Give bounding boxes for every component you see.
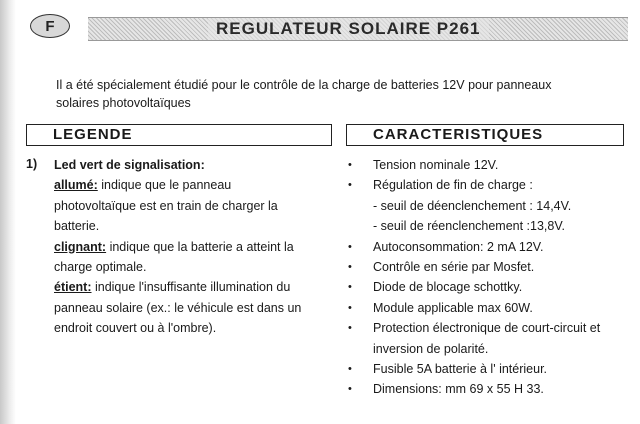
page-edge-shadow bbox=[0, 0, 16, 424]
caracteristique-item: • Protection électronique de court-circuit et bbox=[346, 318, 626, 338]
caracteristique-item: • Tension nominale 12V. bbox=[346, 155, 626, 175]
intro-paragraph bbox=[56, 76, 596, 112]
caracteristique-item: • Contrôle en série par Mosfet. bbox=[346, 257, 626, 277]
legend-text: indique que le panneau bbox=[97, 178, 232, 193]
legend-line bbox=[54, 298, 324, 318]
caracteristique-item: • Dimensions: mm 69 x 55 H 33. bbox=[346, 379, 626, 399]
page-title: REGULATEUR SOLAIRE P261 bbox=[208, 18, 489, 40]
legend-line bbox=[54, 318, 324, 338]
legend-term: clignant: bbox=[54, 239, 107, 254]
legende-section-header: LEGENDE bbox=[26, 124, 332, 146]
legend-term: allumé: bbox=[54, 178, 98, 193]
caracteristique-item: • Fusible 5A batterie à l' intérieur. bbox=[346, 359, 626, 379]
language-badge bbox=[30, 14, 70, 38]
legend-item-number: 1) bbox=[26, 157, 38, 171]
legend-item-body bbox=[54, 155, 324, 339]
legend-line bbox=[54, 237, 324, 257]
legend-text: photovoltaïque est en train de charger la bbox=[54, 198, 278, 213]
legend-text: indique que la batterie a atteint la bbox=[106, 239, 294, 254]
legend-text: panneau solaire (ex.: le véhicule est dans un bbox=[54, 300, 302, 315]
legend-item-heading: Led vert de signalisation: bbox=[54, 158, 205, 172]
caracteristique-item: • Module applicable max 60W. bbox=[346, 298, 626, 318]
title-bar bbox=[88, 17, 628, 41]
language-badge-label: F bbox=[45, 17, 55, 35]
legend-text: charge optimale. bbox=[54, 260, 147, 275]
caracteristique-subitem: inversion de polarité. bbox=[373, 341, 489, 356]
legend-line bbox=[54, 277, 324, 297]
legend-line bbox=[54, 196, 324, 216]
legend-text: endroit couvert ou à l'ombre). bbox=[54, 321, 217, 336]
legend-line bbox=[54, 216, 324, 236]
legend-line bbox=[54, 257, 324, 277]
legend-line bbox=[54, 175, 324, 195]
caracteristiques-list bbox=[346, 155, 626, 400]
legend-text: batterie. bbox=[54, 219, 100, 234]
caracteristique-item: • Diode de blocage schottky. bbox=[346, 277, 626, 297]
caracteristiques-section-header: CARACTERISTIQUES bbox=[346, 124, 624, 146]
caracteristique-item: • Régulation de fin de charge : bbox=[346, 175, 626, 195]
caracteristique-item: • Autoconsommation: 2 mA 12V. bbox=[346, 237, 626, 257]
caracteristique-subitem: - seuil de réenclenchement :13,8V. bbox=[373, 219, 566, 234]
legend-description bbox=[54, 175, 324, 338]
caracteristique-subitem: - seuil de déenclenchement : 14,4V. bbox=[373, 198, 572, 213]
intro-line: solaires photovoltaïques bbox=[56, 96, 191, 110]
intro-line: Il a été spécialement étudié pour le contrôle de la charge de batteries 12V pour panneaux bbox=[56, 78, 552, 92]
legend-term: étient: bbox=[54, 280, 92, 295]
legend-text: indique l'insuffisante illumination du bbox=[91, 280, 291, 295]
